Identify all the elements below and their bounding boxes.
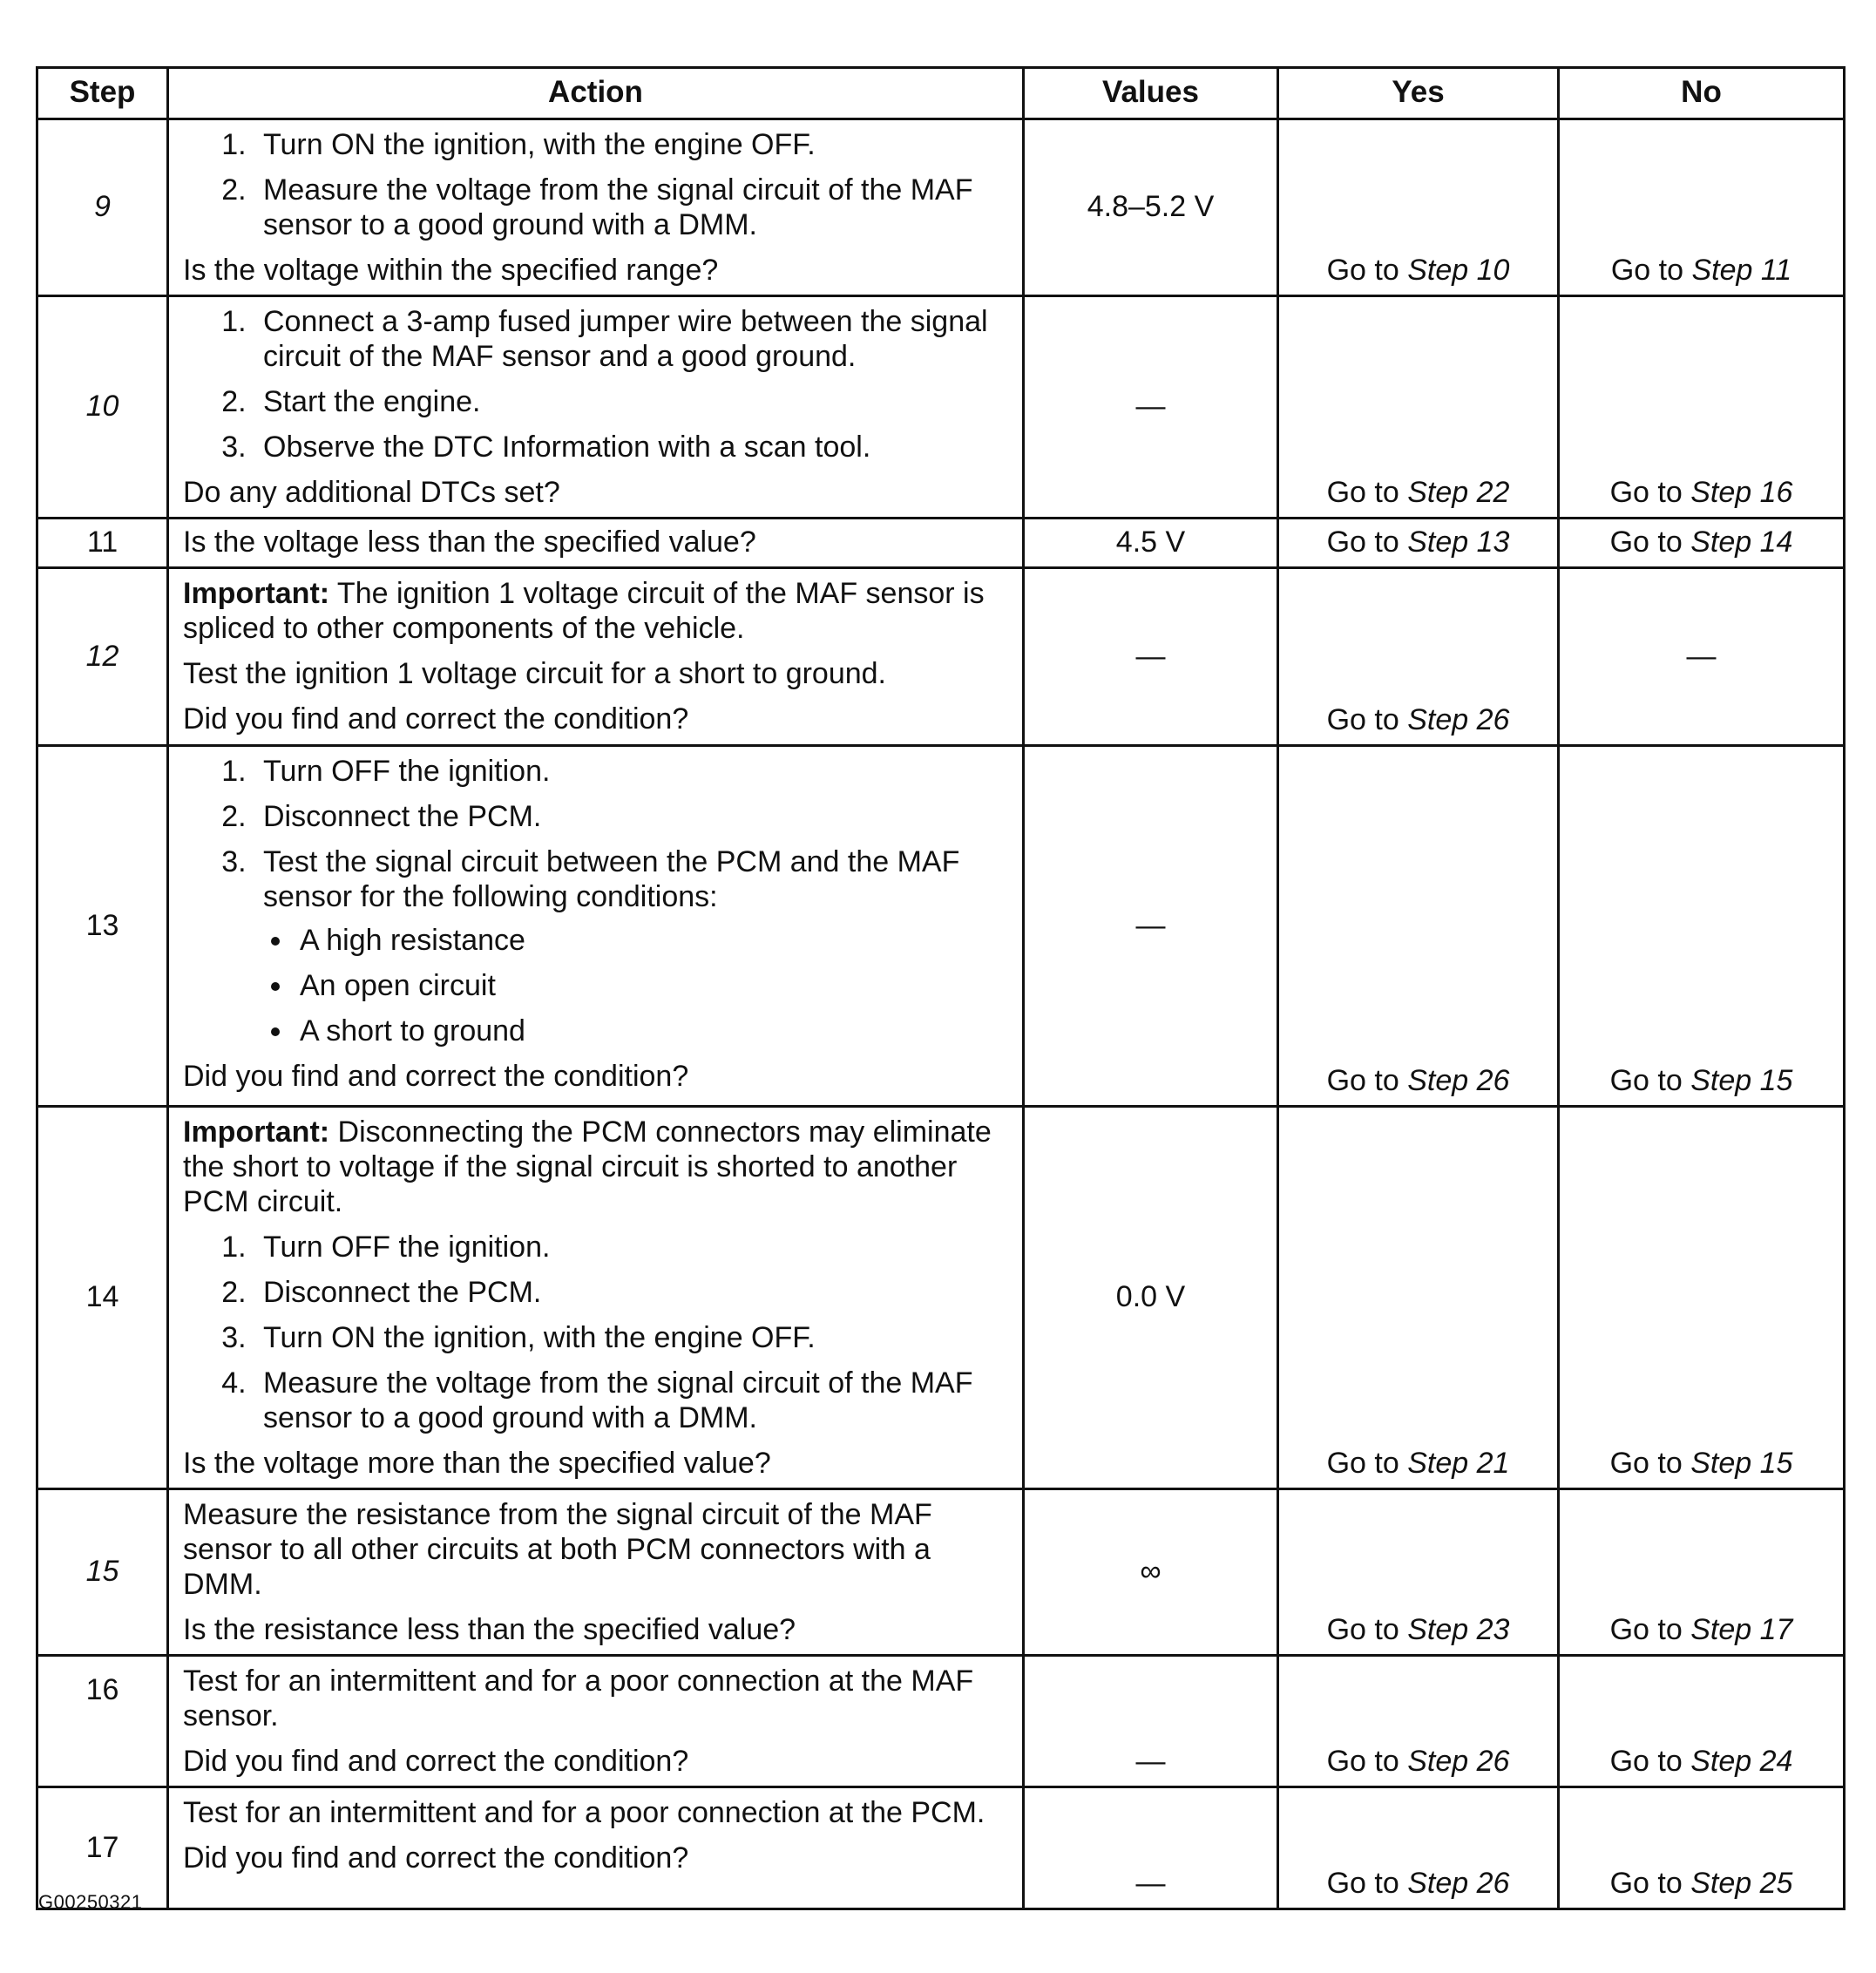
action-step: 2. Disconnect the PCM.: [254, 1275, 1008, 1310]
yes-cell: [1278, 1656, 1559, 1787]
header-yes: Yes: [1278, 68, 1559, 119]
step-number: 16: [37, 1656, 168, 1787]
go-to-text: Go to: [1326, 703, 1399, 736]
action-question: Is the resistance less than the specified value?: [183, 1613, 796, 1646]
go-to-text: Go to: [1609, 1745, 1683, 1778]
value-cell: —: [1024, 1787, 1278, 1909]
table-row-step-9: [37, 119, 1845, 296]
step-number: 10: [37, 296, 168, 519]
value-cell: 0.0 V: [1024, 1107, 1278, 1489]
go-to-text: Go to: [1326, 1867, 1399, 1900]
go-to-text: Go to: [1326, 1064, 1399, 1097]
go-to-text: Go to: [1609, 476, 1683, 509]
go-to-text: Go to: [1609, 1867, 1683, 1900]
table-row-step-14: [37, 1107, 1845, 1489]
step-link: Step 26: [1407, 1064, 1510, 1097]
value-cell: —: [1024, 568, 1278, 746]
value-cell: 4.5 V: [1024, 519, 1278, 568]
important-label: Important:: [183, 577, 330, 610]
action-question: Did you find and correct the condition?: [183, 1060, 689, 1093]
action-question: Did you find and correct the condition?: [183, 1745, 689, 1778]
step-link: Step 26: [1407, 1867, 1510, 1900]
no-cell: [1559, 746, 1845, 1107]
action-step: 2. Disconnect the PCM.: [254, 799, 1008, 834]
table-row-step-10: [37, 296, 1845, 519]
action-question: Did you find and correct the condition?: [183, 702, 689, 736]
step-link: Step 16: [1690, 476, 1793, 509]
value-cell: —: [1024, 746, 1278, 1107]
step-link: Step 15: [1690, 1447, 1793, 1480]
action-cell: [168, 119, 1024, 296]
go-to-text: Go to: [1326, 1447, 1399, 1480]
condition-item: • A short to ground: [295, 1014, 1008, 1048]
action-step: 3. Observe the DTC Information with a scan tool.: [254, 430, 1008, 464]
important-text: Disconnecting the PCM connectors may eliminate the short to voltage if the signal circuit is shorted to another PCM circuit.: [183, 1115, 992, 1218]
value-cell: —: [1024, 296, 1278, 519]
go-to-text: Go to: [1609, 525, 1683, 559]
step-link: Step 21: [1407, 1447, 1510, 1480]
step-link: Step 14: [1690, 525, 1793, 559]
no-cell: [1559, 1489, 1845, 1656]
action-question: Is the voltage more than the specified value?: [183, 1447, 771, 1480]
action-steps: [183, 1230, 1008, 1435]
step-number: 13: [37, 746, 168, 1107]
important-label: Important:: [183, 1115, 330, 1149]
go-to-text: Go to: [1609, 1064, 1683, 1097]
important-note: [183, 1115, 1008, 1219]
no-cell: [1559, 519, 1845, 568]
condition-item: • An open circuit: [295, 968, 1008, 1003]
step-link: Step 26: [1407, 1745, 1510, 1778]
step-link: Step 10: [1407, 254, 1510, 287]
action-step: 1. Turn OFF the ignition.: [254, 1230, 1008, 1264]
step-link: Step 24: [1690, 1745, 1793, 1778]
important-note: [183, 576, 1008, 646]
step-link: Step 11: [1691, 254, 1792, 287]
no-cell: [1559, 1787, 1845, 1909]
action-question: Did you find and correct the condition?: [183, 1841, 689, 1875]
action-step: 4. Measure the voltage from the signal circuit of the MAF sensor to a good ground with a DMM.: [254, 1366, 1008, 1435]
action-instruction: Test the ignition 1 voltage circuit for a short to ground.: [183, 657, 887, 690]
yes-cell: [1278, 519, 1559, 568]
action-step: 2. Measure the voltage from the signal circuit of the MAF sensor to a good ground with a DMM.: [254, 173, 1008, 242]
go-to-text: Go to: [1326, 1613, 1399, 1646]
action-cell: [168, 568, 1024, 746]
header-values: Values: [1024, 68, 1278, 119]
yes-cell: [1278, 1107, 1559, 1489]
action-instruction: Measure the resistance from the signal circuit of the MAF sensor to all other circuits at both PCM connectors with a DMM.: [183, 1498, 932, 1601]
header-action: Action: [168, 68, 1024, 119]
step-link: Step 22: [1407, 476, 1510, 509]
action-step: [254, 844, 1008, 1048]
no-cell: [1559, 119, 1845, 296]
go-to-text: Go to: [1610, 254, 1684, 287]
action-step: 1. Turn OFF the ignition.: [254, 754, 1008, 789]
action-cell: [168, 746, 1024, 1107]
step-number: 14: [37, 1107, 168, 1489]
table-row-step-17: [37, 1787, 1845, 1909]
step-link: Step 17: [1690, 1613, 1793, 1646]
action-cell: [168, 296, 1024, 519]
diagnostic-table: [36, 66, 1846, 1910]
action-step: 1. Turn ON the ignition, with the engine OFF.: [254, 127, 1008, 162]
yes-cell: [1278, 296, 1559, 519]
action-instruction: Test for an intermittent and for a poor connection at the PCM.: [183, 1796, 985, 1829]
action-cell: [168, 1787, 1024, 1909]
action-step: 1. Connect a 3-amp fused jumper wire between the signal circuit of the MAF sensor and a good ground.: [254, 304, 1008, 374]
action-step: 2. Start the engine.: [254, 384, 1008, 419]
yes-cell: [1278, 1787, 1559, 1909]
no-cell: —: [1559, 568, 1845, 746]
table-row-step-13: [37, 746, 1845, 1107]
step-number: 11: [37, 519, 168, 568]
step-number: 15: [37, 1489, 168, 1656]
no-cell: [1559, 296, 1845, 519]
action-instruction: Test for an intermittent and for a poor connection at the MAF sensor.: [183, 1665, 974, 1732]
value-cell: —: [1024, 1656, 1278, 1787]
action-cell: [168, 1489, 1024, 1656]
go-to-text: Go to: [1326, 1745, 1399, 1778]
action-step-text: Test the signal circuit between the PCM and the MAF sensor for the following conditions:: [263, 845, 960, 913]
action-steps: [183, 304, 1008, 464]
step-link: Step 26: [1407, 703, 1510, 736]
table-row-step-16: [37, 1656, 1845, 1787]
action-question: Is the voltage within the specified range?: [183, 254, 719, 287]
value-cell: ∞: [1024, 1489, 1278, 1656]
yes-cell: [1278, 746, 1559, 1107]
action-cell: [168, 1107, 1024, 1489]
table-row-step-15: [37, 1489, 1845, 1656]
action-cell: [168, 519, 1024, 568]
action-steps: [183, 754, 1008, 1048]
table-row-step-12: [37, 568, 1845, 746]
action-step: 3. Turn ON the ignition, with the engine OFF.: [254, 1320, 1008, 1355]
go-to-text: Go to: [1609, 1613, 1683, 1646]
step-number: 17: [37, 1787, 168, 1909]
step-link: Step 25: [1690, 1867, 1793, 1900]
yes-cell: [1278, 119, 1559, 296]
header-row: [37, 68, 1845, 119]
no-cell: [1559, 1107, 1845, 1489]
step-number: 9: [37, 119, 168, 296]
action-cell: [168, 1656, 1024, 1787]
important-text: The ignition 1 voltage circuit of the MAF sensor is spliced to other components of the vehicle.: [183, 577, 985, 645]
condition-list: [263, 923, 1008, 1048]
header-no: No: [1559, 68, 1845, 119]
action-steps: [183, 127, 1008, 242]
action-question: Do any additional DTCs set?: [183, 476, 560, 509]
go-to-text: Go to: [1326, 525, 1399, 559]
header-step: Step: [37, 68, 168, 119]
step-number: 12: [37, 568, 168, 746]
step-link: Step 23: [1407, 1613, 1510, 1646]
step-link: Step 13: [1407, 525, 1510, 559]
yes-cell: [1278, 1489, 1559, 1656]
action-question: Is the voltage less than the specified value?: [183, 525, 756, 559]
step-link: Step 15: [1690, 1064, 1793, 1097]
go-to-text: Go to: [1609, 1447, 1683, 1480]
figure-id: G00250321: [38, 1891, 143, 1913]
yes-cell: [1278, 568, 1559, 746]
no-cell: [1559, 1656, 1845, 1787]
go-to-text: Go to: [1326, 254, 1399, 287]
value-cell: 4.8–5.2 V: [1024, 119, 1278, 296]
table-row-step-11: [37, 519, 1845, 568]
go-to-text: Go to: [1326, 476, 1399, 509]
condition-item: • A high resistance: [295, 923, 1008, 958]
